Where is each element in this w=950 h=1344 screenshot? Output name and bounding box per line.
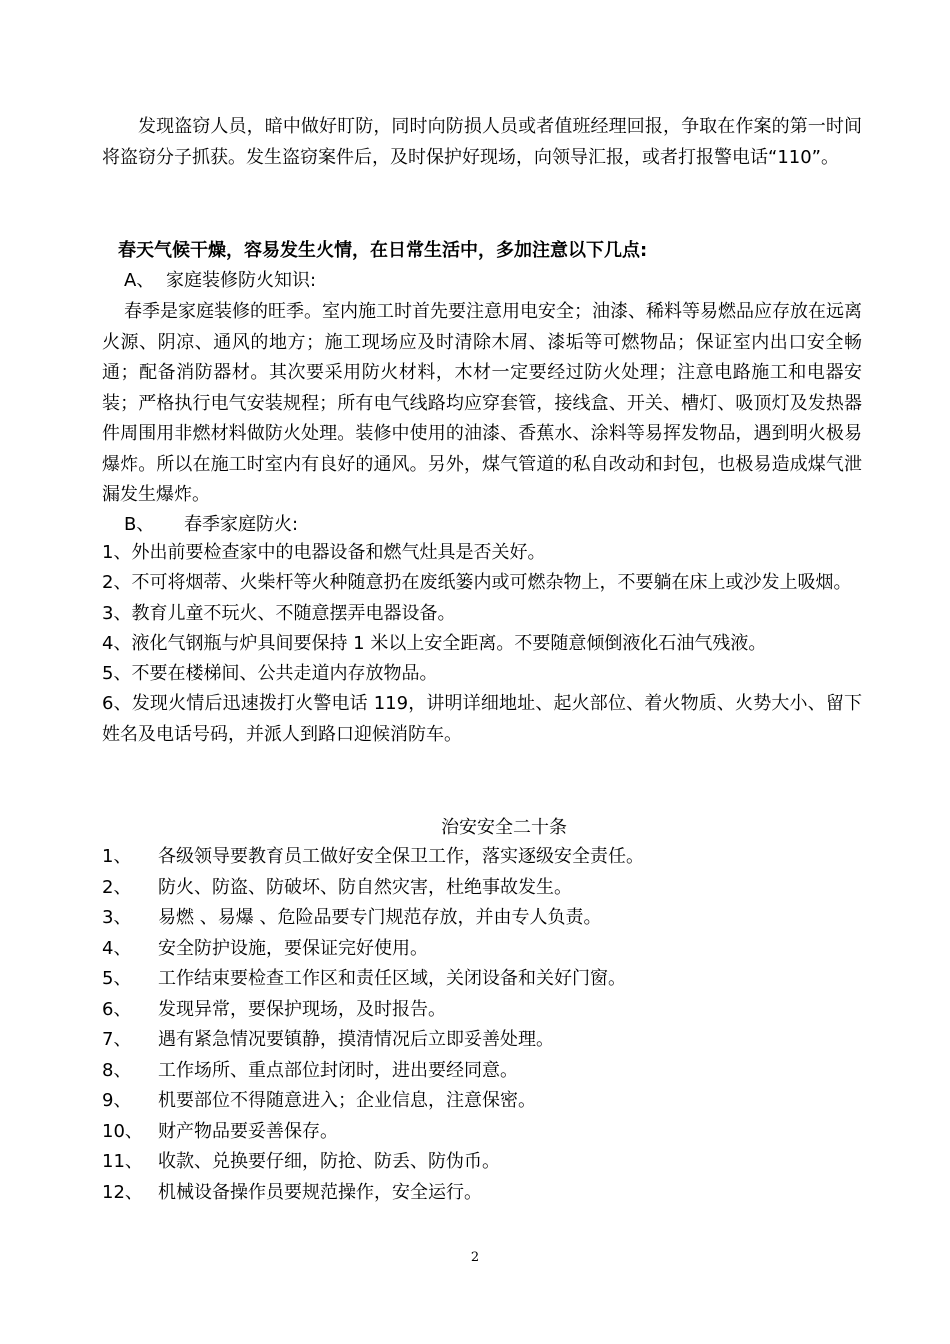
list-item-text: 工作结束要检查工作区和责任区域，关闭设备和关好门窗。 [158, 968, 626, 989]
section-a-letter: A、 [124, 270, 155, 291]
list-item-text: 遇有紧急情况要镇静，摸清情况后立即妥善处理。 [158, 1029, 554, 1050]
list-item-number: 4、 [102, 937, 132, 959]
intro-paragraph: 发现盗窃人员，暗中做好盯防，同时向防损人员或者值班经理回报，争取在作案的第一时间将盗窃分子抓获。发生盗窃案件后，及时保护好现场，向领导汇报，或者打报警电话“110”。 [102, 116, 862, 168]
list-item-text: 各级领导要教育员工做好安全保卫工作，落实逐级安全责任。 [158, 846, 644, 867]
section-b-letter: B、 [124, 514, 155, 535]
list-item-number: 7、 [102, 1029, 132, 1050]
list-item-text: 机要部位不得随意进入；企业信息，注意保密。 [158, 1090, 536, 1111]
list-item [102, 873, 644, 904]
list-item [102, 1147, 644, 1178]
list-item: 3、教育儿童不玩火、不随意摆弄电器设备。 [102, 602, 456, 624]
section-b-title: 春季家庭防火: [184, 514, 299, 535]
list-item: 1、外出前要检查家中的电器设备和燃气灶具是否关好。 [102, 542, 546, 563]
list-item [102, 1056, 644, 1087]
list-item-number: 8、 [102, 1059, 132, 1081]
security-rules-list [102, 842, 644, 1208]
list-item [102, 1086, 644, 1117]
list-item [102, 903, 644, 934]
list-item: 6、发现火情后迅速拨打火警电话 119，讲明详细地址、起火部位、着火物质、火势大小、留下姓名及电话号码，并派人到路口迎候消防车。 [102, 693, 862, 745]
list-item-number: 11、 [102, 1151, 143, 1172]
list-item-text: 工作场所、重点部位封闭时，进出要经同意。 [158, 1059, 518, 1081]
list-item-text: 财产物品要妥善保存。 [158, 1120, 338, 1142]
list-item-number: 12、 [102, 1181, 143, 1203]
list-item-text: 安全防护设施，要保证完好使用。 [158, 937, 428, 959]
list-item [102, 1025, 644, 1056]
list-item [102, 995, 644, 1026]
list-item-number: 10、 [102, 1120, 143, 1142]
list-item-number: 6、 [102, 998, 132, 1020]
spring-home-fire-list [102, 538, 862, 750]
list-item [102, 1117, 644, 1148]
list-item [102, 842, 644, 873]
page-number: 2 [470, 1250, 480, 1265]
list-item-number: 9、 [102, 1090, 132, 1111]
section-a-title: 家庭装修防火知识: [166, 270, 317, 291]
section-a-heading [124, 266, 316, 296]
spring-fire-heading: 春天气候干燥，容易发生火情，在日常生活中，多加注意以下几点: [118, 240, 648, 261]
section-a-body: 春季是家庭装修的旺季。室内施工时首先要注意用电安全；油漆、稀料等易燃品应存放在远离火源、阴凉、通风的地方；施工现场应及时清除木屑、漆垢等可燃物品；保证室内出口安全畅通；配备消防器材。其次要采用防火材料，木材一定要经过防火处理；注意电路施工和电器安装；严格执行电气安装规程；所有电气线路均应穿套管，接线盒、开关、槽灯、吸顶灯及发热器件周围用非燃材料做防火处理。装修中使用的油漆、香蕉水、涂料等易挥发物品，遇到明火极易爆炸。所以在施工时室内有良好的通风。另外，煤气管道的私自改动和封包，也极易造成煤气泄漏发生爆炸。 [102, 301, 862, 505]
list-item [102, 1178, 644, 1209]
list-item: 4、液化气钢瓶与炉具间要保持 1 米以上安全距离。不要随意倾倒液化石油气残液。 [102, 632, 767, 654]
list-item-text: 收款、兑换要仔细，防抢、防丢、防伪币。 [158, 1151, 500, 1172]
list-item [102, 934, 644, 965]
list-item-number: 3、 [102, 907, 132, 928]
list-item-number: 5、 [102, 968, 132, 989]
list-item-text: 防火、防盗、防破坏、防自然灾害，杜绝事故发生。 [158, 876, 572, 898]
security-rules-title: 治安安全二十条 [441, 817, 567, 838]
list-item-number: 1、 [102, 846, 132, 867]
list-item: 2、不可将烟蒂、火柴杆等火种随意扔在废纸篓内或可燃杂物上，不要躺在床上或沙发上吸烟。 [102, 572, 852, 594]
list-item [102, 964, 644, 995]
list-item-text: 机械设备操作员要规范操作，安全运行。 [158, 1181, 482, 1203]
list-item-text: 易燃 、易爆 、危险品要专门规范存放，并由专人负责。 [158, 907, 602, 928]
section-b-heading [124, 510, 298, 540]
list-item-text: 发现异常，要保护现场，及时报告。 [158, 998, 446, 1020]
list-item-number: 2、 [102, 876, 132, 898]
list-item: 5、不要在楼梯间、公共走道内存放物品。 [102, 663, 438, 685]
